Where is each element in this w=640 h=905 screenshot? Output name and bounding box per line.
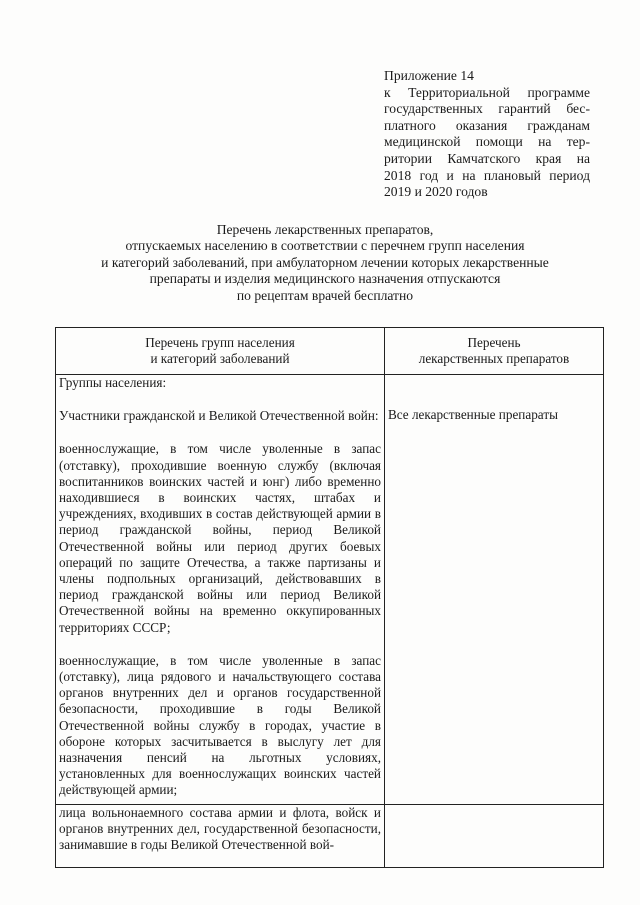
appendix-line: государственных гарантий бес- xyxy=(384,101,590,117)
drug-list-value: Все лекарственные препараты xyxy=(388,407,558,422)
cell-paragraph: лица вольнонаемного состава армии и флота, войск и органов внутренних дел, государственной безопасности, занимавшие в годы Великой Отечественной вой- xyxy=(59,804,381,853)
appendix-line: медицинской помощи на тер- xyxy=(384,134,590,150)
appendix-line: 2019 и 2020 годов xyxy=(384,184,488,200)
table-header-row xyxy=(56,328,604,375)
drugs-table xyxy=(55,327,604,868)
header-line: лекарственных препаратов xyxy=(418,351,570,367)
population-groups-cell xyxy=(56,375,385,805)
document-title xyxy=(60,222,590,304)
title-line: и категорий заболеваний, при амбулаторном лечении которых лекарственные xyxy=(101,254,549,270)
appendix-line: Приложение 14 xyxy=(384,68,474,83)
cell-paragraph: Участники гражданской и Великой Отечественной войн: xyxy=(59,408,379,424)
header-line: Перечень xyxy=(467,335,521,350)
cell-paragraph: военнослужащие, в том числе уволенные в запас (отставку), проходившие военную службу (включая воспитанников воинских частей и юнг) либо временно находившиеся в воинских частях, штабах и учреждениях, входивших в состав действующей армии в период гражданской войны, период Великой Отечественной войны или период других боевых операций по защите Отечества, а также партизаны и члены подпольных организаций, действовавших в период гражданской войны или период Великой Отечественной войны на временно оккупированных территориях СССР; xyxy=(59,441,381,635)
appendix-note xyxy=(384,68,590,201)
title-line: препараты и изделия медицинского назначения отпускаются xyxy=(149,271,501,287)
appendix-line: платного оказания гражданам xyxy=(384,117,590,133)
appendix-line: ритории Камчатского края на xyxy=(384,150,590,166)
table-row xyxy=(56,804,604,867)
header-drug-list xyxy=(385,328,604,375)
drug-list-cell xyxy=(385,804,604,867)
title-line: отпускаемых населению в соответствии с перечнем групп населения xyxy=(125,238,525,254)
header-line: Перечень групп населения xyxy=(145,335,295,350)
drug-list-cell xyxy=(385,375,604,805)
appendix-line: 2018 год и на плановый период xyxy=(384,167,590,183)
cell-paragraph: военнослужащие, в том числе уволенные в запас (отставку), лица рядового и начальствующего состава органов внутренних дел и органов государственной безопасности, проходившие в годы Великой Отечественной войны службу в городах, участие в обороне которых засчитывается в выслугу лет для назначения пенсий на льготных условиях, установленных для военнослужащих воинских частей действующей армии; xyxy=(59,652,381,798)
population-groups-cell xyxy=(56,804,385,867)
header-line: и категорий заболеваний xyxy=(150,351,290,367)
appendix-line: к Территориальной программе xyxy=(384,84,590,100)
cell-paragraph: Группы населения: xyxy=(59,375,167,390)
title-line: по рецептам врачей бесплатно xyxy=(236,287,414,303)
title-line: Перечень лекарственных препаратов, xyxy=(216,222,434,237)
header-population-groups xyxy=(56,328,385,375)
table-row xyxy=(56,375,604,805)
